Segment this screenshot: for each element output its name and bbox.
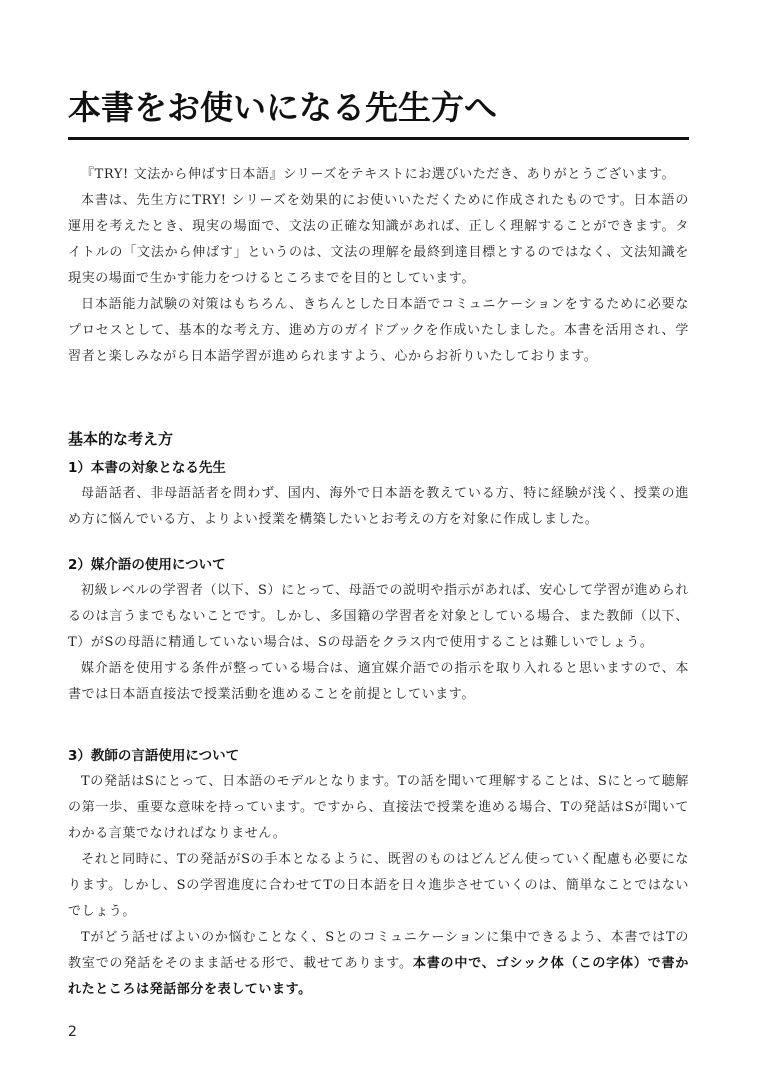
section-3-paragraph-3 <box>68 925 689 1003</box>
section-3-paragraph-1: Tの発話はSにとって、日本語のモデルとなります。Tの話を聞いて理解することは、Sにとって聴解の第一歩、重要な意味を持っています。ですから、直接法で授業を進める場合、Tの発話はSが聞いてわかる言葉でなければなりません。 <box>68 774 689 841</box>
basic-concepts-heading-block <box>68 426 689 452</box>
section-1-paragraph-1: 母語話者、非母語話者を問わず、国内、海外で日本語を教えている方、特に経験が浅く、授業の進め方に悩んでいる方、よりよい授業を構築したいとお考えの方を対象に作成しました。 <box>68 486 689 527</box>
section-2-paragraph-1: 初級レベルの学習者（以下、S）にとって、母語での説明や指示があれば、安心して学習が進められるのは言うまでもないことです。しかし、多国籍の学習者を対象としている場合、また教師（以下、T）がSの母語に精通していない場合は、Sの母語をクラス内で使用することは難しいでしょう。 <box>68 583 689 650</box>
intro-paragraph-1: 『TRY! 文法から伸ばす日本語』シリーズをテキストにお選びいただき、ありがとうございます。 <box>81 167 676 182</box>
page-title: 本書をお使いになる先生方へ <box>68 88 497 127</box>
section-3-paragraph-3-text: Tがどう話せばよいのか悩むことなく、Sとのコミュニケーションに集中できるよう、本書ではTの教室での発話をそのまま話せる形で、載せてあります。 <box>68 930 689 971</box>
section-3 <box>68 743 689 1003</box>
section-3-heading: 3）教師の言語使用について <box>68 748 240 764</box>
section-heading: 基本的な考え方 <box>68 430 174 448</box>
section-1-heading: 1）本書の対象となる先生 <box>68 460 226 476</box>
section-2 <box>68 552 689 708</box>
section-3-paragraph-2: それと同時に、Tの発話がSの手本となるように、既習のものはどんどん使っていく配慮も必要になります。しかし、Sの学習進度に合わせてTの日本語を日々進歩させていくのは、簡単なことではないでしょう。 <box>68 852 689 919</box>
section-1 <box>68 455 689 533</box>
section-3-paragraph-3-bold-text: 本書の中で、ゴシック体（この字体）で書かれたところは発話部分を表しています。 <box>68 956 689 997</box>
page-number: 2 <box>68 1024 77 1040</box>
title-underline <box>68 137 689 140</box>
intro-block <box>68 162 689 370</box>
section-2-heading: 2）媒介語の使用について <box>68 557 226 573</box>
intro-paragraph-3: 日本語能力試験の対策はもちろん、きちんとした日本語でコミュニケーションをするために必要なプロセスとして、基本的な考え方、進め方のガイドブックを作成いたしました。本書を活用され、学習者と楽しみながら日本語学習が進められますよう、心からお祈りいたしております。 <box>68 297 689 364</box>
intro-paragraph-2: 本書は、先生方にTRY! シリーズを効果的にお使いいただくために作成されたものです。日本語の運用を考えたとき、現実の場面で、文法の正確な知識があれば、正しく理解することができます。タイトルの「文法から伸ばす」というのは、文法の理解を最終到達目標とするのではなく、文法知識を現実の場面で生かす能力をつけるところまでを目的としています。 <box>68 193 689 286</box>
section-2-paragraph-2: 媒介語を使用する条件が整っている場合は、適宜媒介語での指示を取り入れると思いますので、本書では日本語直接法で授業活動を進めることを前提としています。 <box>68 661 689 702</box>
